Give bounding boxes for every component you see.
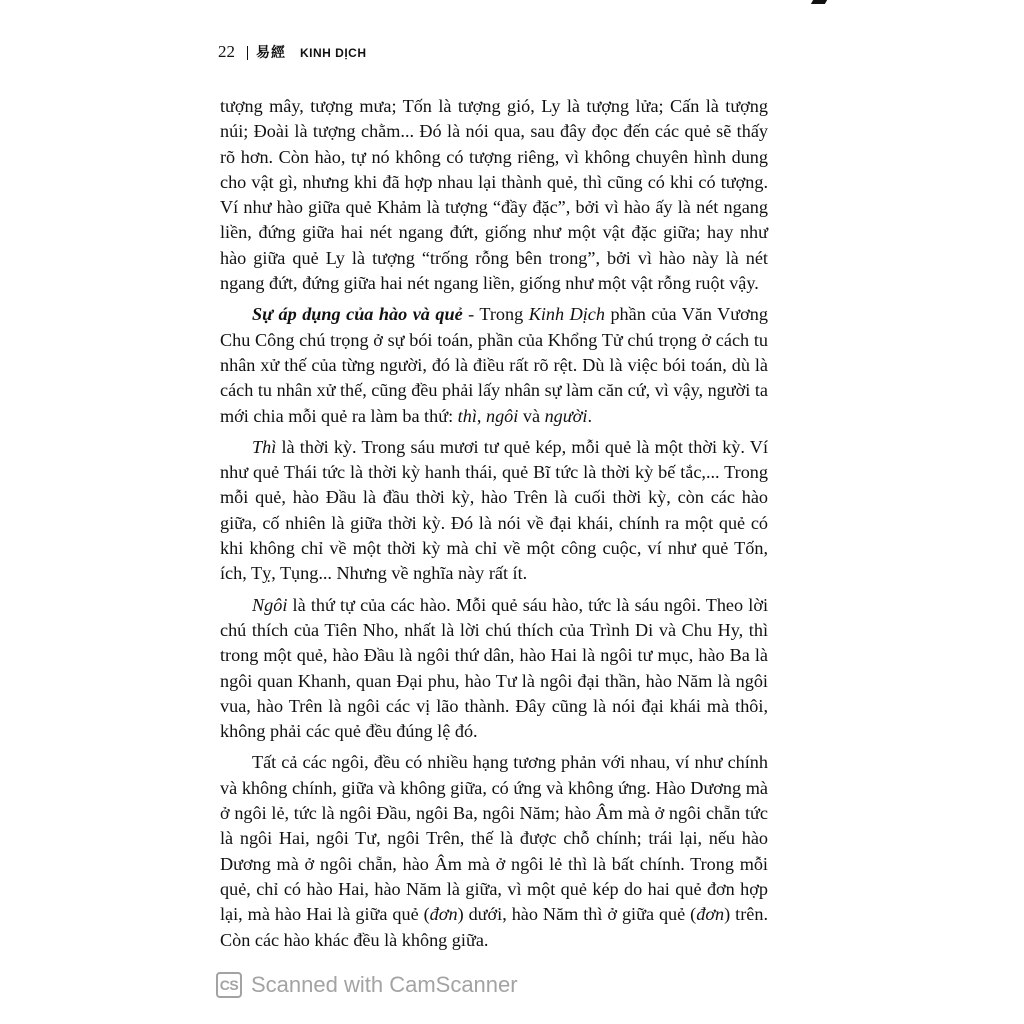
body-text xyxy=(220,94,768,953)
page-number: 22 xyxy=(218,42,235,61)
page-corner-mark xyxy=(811,0,827,4)
paragraph-text: ) trên. Còn các hào khác đều là không giữa. xyxy=(220,904,768,950)
italic-term: thì xyxy=(457,405,477,426)
paragraph-text: ) dưới, hào Năm thì ở giữa quẻ ( xyxy=(457,904,697,925)
running-head xyxy=(218,42,367,64)
camscanner-logo-icon: CS xyxy=(216,972,242,998)
italic-term: đơn xyxy=(696,904,725,925)
header-book-title: KINH DỊCH xyxy=(300,46,367,60)
header-cjk-title: 易經 xyxy=(256,45,286,61)
paragraph xyxy=(220,593,768,745)
paragraph-text: - Trong xyxy=(462,304,529,325)
paragraph-text: và xyxy=(518,405,545,426)
paragraph-text: . xyxy=(587,405,592,426)
header-separator xyxy=(247,46,248,60)
paragraph-text: là thứ tự của các hào. Mỗi quẻ sáu hào, tức là sáu ngôi. Theo lời chú thích của Tiên Nho, nhất là lời chú thích của Trình Di và Chu Hy, thì trong một quẻ, hào Đầu là ngôi thứ dân, hào Hai là ngôi tư mục, hào Ba là ngôi quan Khanh, quan Đại phu, hào Tư là ngôi đại thần, hào Năm là ngôi vua, hào Trên là ngôi các vị lão thành. Đây cũng là nói đại khái mà thôi, không phải các quẻ đều đúng lệ đó. xyxy=(220,594,768,742)
paragraph-text: tượng mây, tượng mưa; Tốn là tượng gió, Ly là tượng lửa; Cấn là tượng núi; Đoài là tượng chằm... Đó là nói qua, sau đây đọc đến các quẻ sẽ thấy rõ hơn. Còn hào, tự nó không có tượng riêng, vì không chuyên hình dung cho vật gì, nhưng khi đã hợp nhau lại thành quẻ, thì cũng có khi có tượng. Ví như hào giữa quẻ Khảm là tượng “đầy đặc”, bởi vì hào ấy là nét ngang liền, đứng giữa hai nét ngang đứt, giống như một vật đặc giữa; hay như hào giữa quẻ Ly là tượng “trống rỗng bên trong”, bởi vì hào này là nét ngang đứt, đứng giữa hai nét ngang liền, giống như một vật rỗng ruột vậy. xyxy=(220,96,768,294)
watermark-text: Scanned with CamScanner xyxy=(251,972,518,997)
paragraph-text: là thời kỳ. Trong sáu mươi tư quẻ kép, mỗi quẻ là một thời kỳ. Ví như quẻ Thái tức là thời kỳ hanh thái, quẻ Bĩ tức là thời kỳ bế tắc,... Trong mỗi quẻ, hào Đầu là đầu thời kỳ, hào Trên là cuối thời kỳ, còn các hào giữa, cố nhiên là giữa thời kỳ. Đó là nói về đại khái, chính ra một quẻ có khi không chỉ về một thời kỳ mà chỉ về một công cuộc, ví như quẻ Tốn, ích, Tỵ, Tụng... Nhưng về nghĩa này rất ít. xyxy=(220,436,768,584)
paragraph-text: phần của Văn Vương Chu Công chú trọng ở sự bói toán, phần của Khổng Tử chú trọng ở cách tu nhân xử thế của từng người, đó là điều rất rõ rệt. Dù là việc bói toán, dù là cách tu nhân xử thế, cũng đều phải lấy nhân sự làm căn cứ, vì vậy, người ta mới chia mỗi quẻ ra làm ba thứ: xyxy=(220,304,768,426)
paragraph xyxy=(220,302,768,428)
italic-term: ngôi xyxy=(485,405,519,426)
camscanner-watermark xyxy=(216,972,518,998)
section-heading: Sự áp dụng của hào và quẻ xyxy=(252,304,463,325)
italic-term: Ngôi xyxy=(252,594,288,615)
italic-term: Thì xyxy=(252,436,277,457)
italic-term: người xyxy=(544,405,588,426)
italic-term: Kinh Dịch xyxy=(528,304,605,325)
italic-term: đơn xyxy=(429,904,458,925)
paragraph-text: , xyxy=(476,405,486,426)
paragraph xyxy=(220,750,768,952)
paragraph-text: Tất cả các ngôi, đều có nhiều hạng tương phản với nhau, ví như chính và không chính, giữa và không giữa, có ứng và không ứng. Hào Dương mà ở ngôi lẻ, tức là ngôi Đầu, ngôi Ba, ngôi Năm; hào Âm mà ở ngôi chẵn tức là ngôi Hai, ngôi Tư, ngôi Trên, thế là được chỗ chính; trái lại, nếu hào Dương mà ở ngôi chẵn, hào Âm mà ở ngôi lẻ thì là bất chính. Trong mỗi quẻ, chỉ có hào Hai, hào Năm là giữa, vì một quẻ kép do hai quẻ đơn hợp lại, mà hào Hai là giữa quẻ ( xyxy=(220,752,768,925)
paragraph xyxy=(220,435,768,587)
paragraph xyxy=(220,94,768,296)
